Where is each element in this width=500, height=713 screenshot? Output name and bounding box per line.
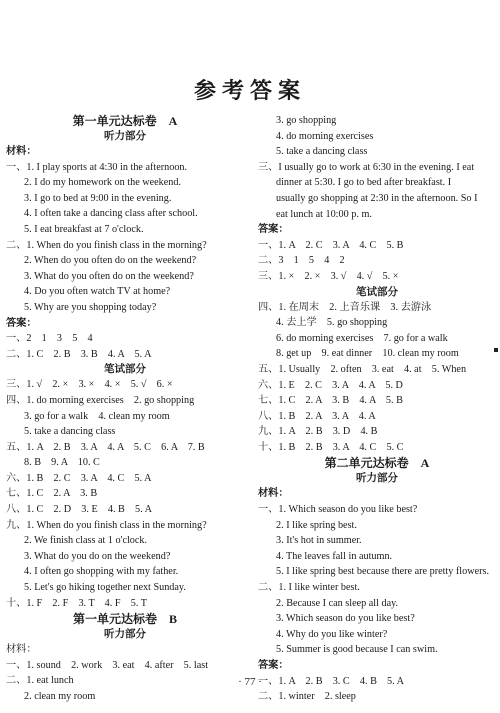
- answer-line: 十、1. F 2. F 3. T 4. F 5. T: [6, 597, 147, 609]
- answer-line: 九、1. A 2. B 3. D 4. B: [258, 426, 378, 438]
- answer-line: 一、1. A 2. B 3. C 4. B 5. A: [258, 675, 405, 687]
- answer-line: 一、2 1 3 5 4: [6, 333, 93, 345]
- answer-line: 八、1. C 2. D 3. E 4. B 5. A: [6, 504, 153, 516]
- answer-line: 4. Do you often watch TV at home?: [24, 286, 171, 298]
- answer-line: 一、1. I play sports at 4:30 in the afternoon.: [6, 161, 188, 173]
- answer-line: 三、1. √ 2. × 3. × 4. × 5. √ 6. ×: [6, 379, 173, 391]
- answer-line: 2. clean my room: [24, 691, 96, 702]
- answer-line: 二、1. C 2. B 3. B 4. A 5. A: [6, 348, 152, 360]
- answer-line: dinner at 5:30. I go to bed after breakfast. I: [276, 177, 452, 189]
- answer-line: 4. 去上学 5. go shopping: [276, 317, 388, 329]
- label-line: 材料：: [6, 146, 37, 157]
- answer-line: 一、1. Which season do you like best?: [258, 504, 418, 516]
- left-column: [6, 113, 244, 705]
- answer-line: 4. I often take a dancing class after school.: [24, 208, 198, 220]
- answer-line: 二、1. I like winter best.: [258, 582, 360, 594]
- answer-line: 5. Let's go hiking together next Sunday.: [24, 582, 186, 594]
- page-title: 参考答案: [193, 78, 306, 103]
- answer-line: 九、1. When do you finish class in the morning?: [6, 519, 207, 531]
- subsection-heading: 听力部分: [104, 629, 146, 641]
- answer-line: 2. When do you often do on the weekend?: [24, 255, 197, 267]
- answer-line: 8. B 9. A 10. C: [24, 457, 100, 469]
- answer-line: 七、1. C 2. A 3. B 4. A 5. B: [258, 395, 403, 407]
- right-column: [258, 113, 496, 705]
- answer-line: 七、1. C 2. A 3. B: [6, 488, 98, 500]
- answer-line: 三、I usually go to work at 6:30 in the evening. I eat: [258, 161, 475, 173]
- answer-line: 4. do morning exercises: [276, 130, 374, 142]
- label-line: 答案：: [6, 317, 37, 329]
- page-number: · 77 ·: [238, 676, 262, 688]
- answer-line: 8. get up 9. eat dinner 10. clean my room: [276, 348, 459, 360]
- answer-line: 4. Why do you like winter?: [276, 628, 388, 640]
- margin-mark: [494, 348, 498, 352]
- subsection-heading: 听力部分: [356, 473, 398, 485]
- answer-line: 3. What do you do on the weekend?: [24, 550, 171, 562]
- label-line: 答案：: [258, 660, 289, 671]
- answer-line: 一、1. sound 2. work 3. eat 4. after 5. last: [6, 659, 209, 671]
- answer-line: 二、1. When do you finish class in the morning?: [6, 239, 207, 251]
- section-heading: 第一单元达标卷 B: [72, 612, 177, 627]
- answer-line: 五、1. A 2. B 3. A 4. A 5. C 6. A 7. B: [6, 441, 205, 453]
- answer-line: 2. I do my homework on the weekend.: [24, 177, 182, 189]
- answer-line: 材料：: [6, 644, 37, 656]
- subsection-heading: 笔试部分: [356, 286, 398, 298]
- answer-line: usually go shopping at 2:30 in the afternoon. So I: [276, 192, 478, 204]
- answer-line: 3. go shopping: [276, 115, 337, 126]
- answer-line: 5. Why are you shopping today?: [24, 301, 157, 313]
- answer-line: 5. take a dancing class: [24, 426, 116, 438]
- answer-line: 6. do morning exercises 7. go for a walk: [276, 332, 448, 344]
- section-heading: 第一单元达标卷 A: [72, 114, 178, 128]
- answer-line: 八、1. B 2. A 3. A 4. A: [258, 410, 376, 422]
- answer-line: 二、3 1 5 4 2: [258, 255, 345, 267]
- answer-line: 5. take a dancing class: [276, 146, 368, 158]
- answer-line: 4. I often go shopping with my father.: [24, 566, 179, 578]
- answer-line: 2. We finish class at 1 o'clock.: [24, 535, 148, 547]
- answer-line: 六、1. B 2. C 3. A 4. C 5. A: [6, 472, 152, 484]
- answer-line: 5. Summer is good because I can swim.: [276, 644, 438, 656]
- answer-line: 3. I go to bed at 9:00 in the evening.: [24, 192, 172, 204]
- answer-line: 2. Because I can sleep all day.: [276, 597, 399, 609]
- answer-line: 三、1. × 2. × 3. √ 4. √ 5. ×: [258, 270, 399, 282]
- section-heading: 第二单元达标卷 A: [324, 456, 430, 471]
- answer-line: 四、1. 在周末 2. 上音乐课 3. 去游泳: [258, 301, 432, 313]
- answer-line: 二、1. winter 2. sleep: [258, 691, 356, 703]
- answer-line: 4. The leaves fall in autumn.: [276, 550, 393, 562]
- answer-line: 十、1. B 2. B 3. A 4. C 5. C: [258, 441, 404, 453]
- answer-line: 二、1. eat lunch: [6, 675, 74, 687]
- answer-line: 四、1. do morning exercises 2. go shopping: [6, 394, 195, 406]
- subsection-heading: 听力部分: [104, 131, 146, 142]
- answer-line: 六、1. E 2. C 3. A 4. A 5. D: [258, 379, 403, 391]
- label-line: 材料：: [258, 488, 289, 500]
- answer-line: 五、1. Usually 2. often 3. eat 4. at 5. When: [258, 363, 467, 375]
- answer-line: 一、1. A 2. C 3. A 4. C 5. B: [258, 239, 404, 251]
- answer-line: 5. I eat breakfast at 7 o'clock.: [24, 223, 144, 235]
- answer-line: 3. Which season do you like best?: [276, 613, 415, 625]
- answer-line: 2. I like spring best.: [276, 519, 357, 531]
- answer-line: 5. I like spring best because there are pretty flowers.: [276, 566, 490, 578]
- answer-line: eat lunch at 10:00 p. m.: [276, 208, 372, 220]
- label-line: 答案：: [258, 224, 289, 236]
- answer-line: 3. go for a walk 4. clean my room: [24, 410, 170, 422]
- subsection-heading: 笔试部分: [104, 364, 146, 376]
- answer-line: 3. It's hot in summer.: [276, 535, 362, 547]
- answer-line: 3. What do you often do on the weekend?: [24, 270, 194, 282]
